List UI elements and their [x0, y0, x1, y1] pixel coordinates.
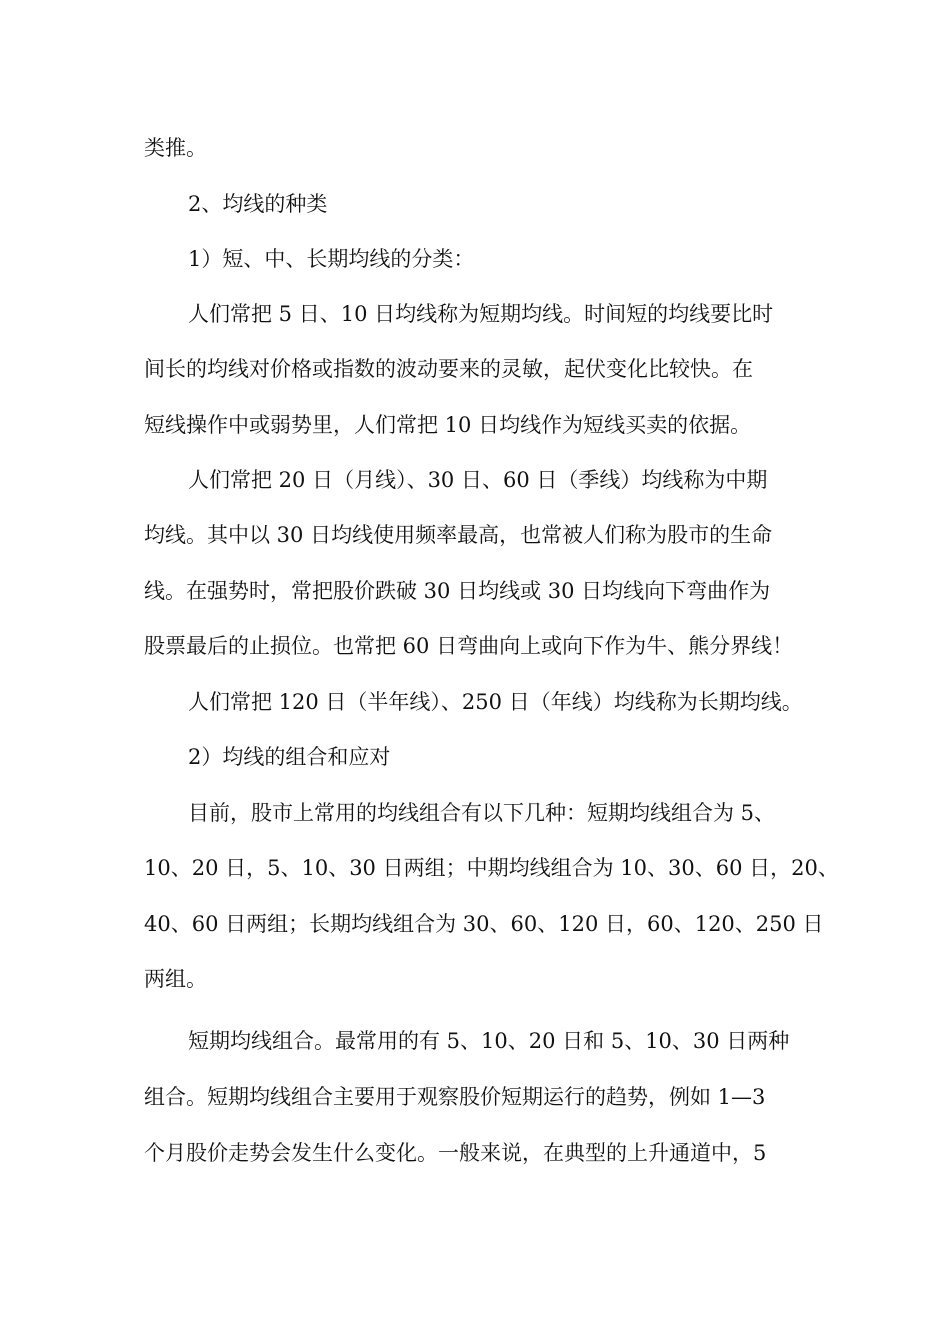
section-heading: 2、均线的种类 — [188, 192, 328, 216]
text-line: 短线操作中或弱势里，人们常把 10 日均线作为短线买卖的依据。 — [144, 413, 752, 437]
text-line: 目前，股市上常用的均线组合有以下几种：短期均线组合为 5、 — [188, 801, 776, 825]
text-line: 股票最后的止损位。也常把 60 日弯曲向上或向下作为牛、熊分界线！ — [144, 634, 794, 658]
text-line: 线。在强势时，常把股价跌破 30 日均线或 30 日均线向下弯曲作为 — [144, 579, 771, 603]
text-line: 组合。短期均线组合主要用于观察股价短期运行的趋势，例如 1—3 — [144, 1085, 766, 1109]
text-line: 间长的均线对价格或指数的波动要来的灵敏，起伏变化比较快。在 — [144, 357, 753, 381]
text-line: 人们常把 120 日（半年线）、250 日（年线）均线称为长期均线。 — [188, 690, 803, 714]
text-line: 10、20 日，5、10、30 日两组；中期均线组合为 10、30、60 日，20、 — [144, 856, 839, 880]
text-line: 40、60 日两组；长期均线组合为 30、60、120 日，60、120、250 日 — [144, 912, 824, 936]
text-line: 人们常把 5 日、10 日均线称为短期均线。时间短的均线要比时 — [188, 302, 774, 326]
text-line: 均线。其中以 30 日均线使用频率最高，也常被人们称为股市的生命 — [144, 523, 773, 547]
subsection-heading: 1）短、中、长期均线的分类： — [188, 247, 475, 271]
text-line: 短期均线组合。最常用的有 5、10、20 日和 5、10、30 日两种 — [188, 1029, 790, 1053]
text-line: 个月股价走势会发生什么变化。一般来说，在典型的上升通道中，5 — [144, 1141, 767, 1165]
text-line: 两组。 — [144, 967, 207, 991]
text-line: 人们常把 20 日（月线）、30 日、60 日（季线）均线称为中期 — [188, 468, 768, 492]
subsection-heading: 2）均线的组合和应对 — [188, 745, 391, 769]
text-line: 类推。 — [144, 136, 207, 160]
